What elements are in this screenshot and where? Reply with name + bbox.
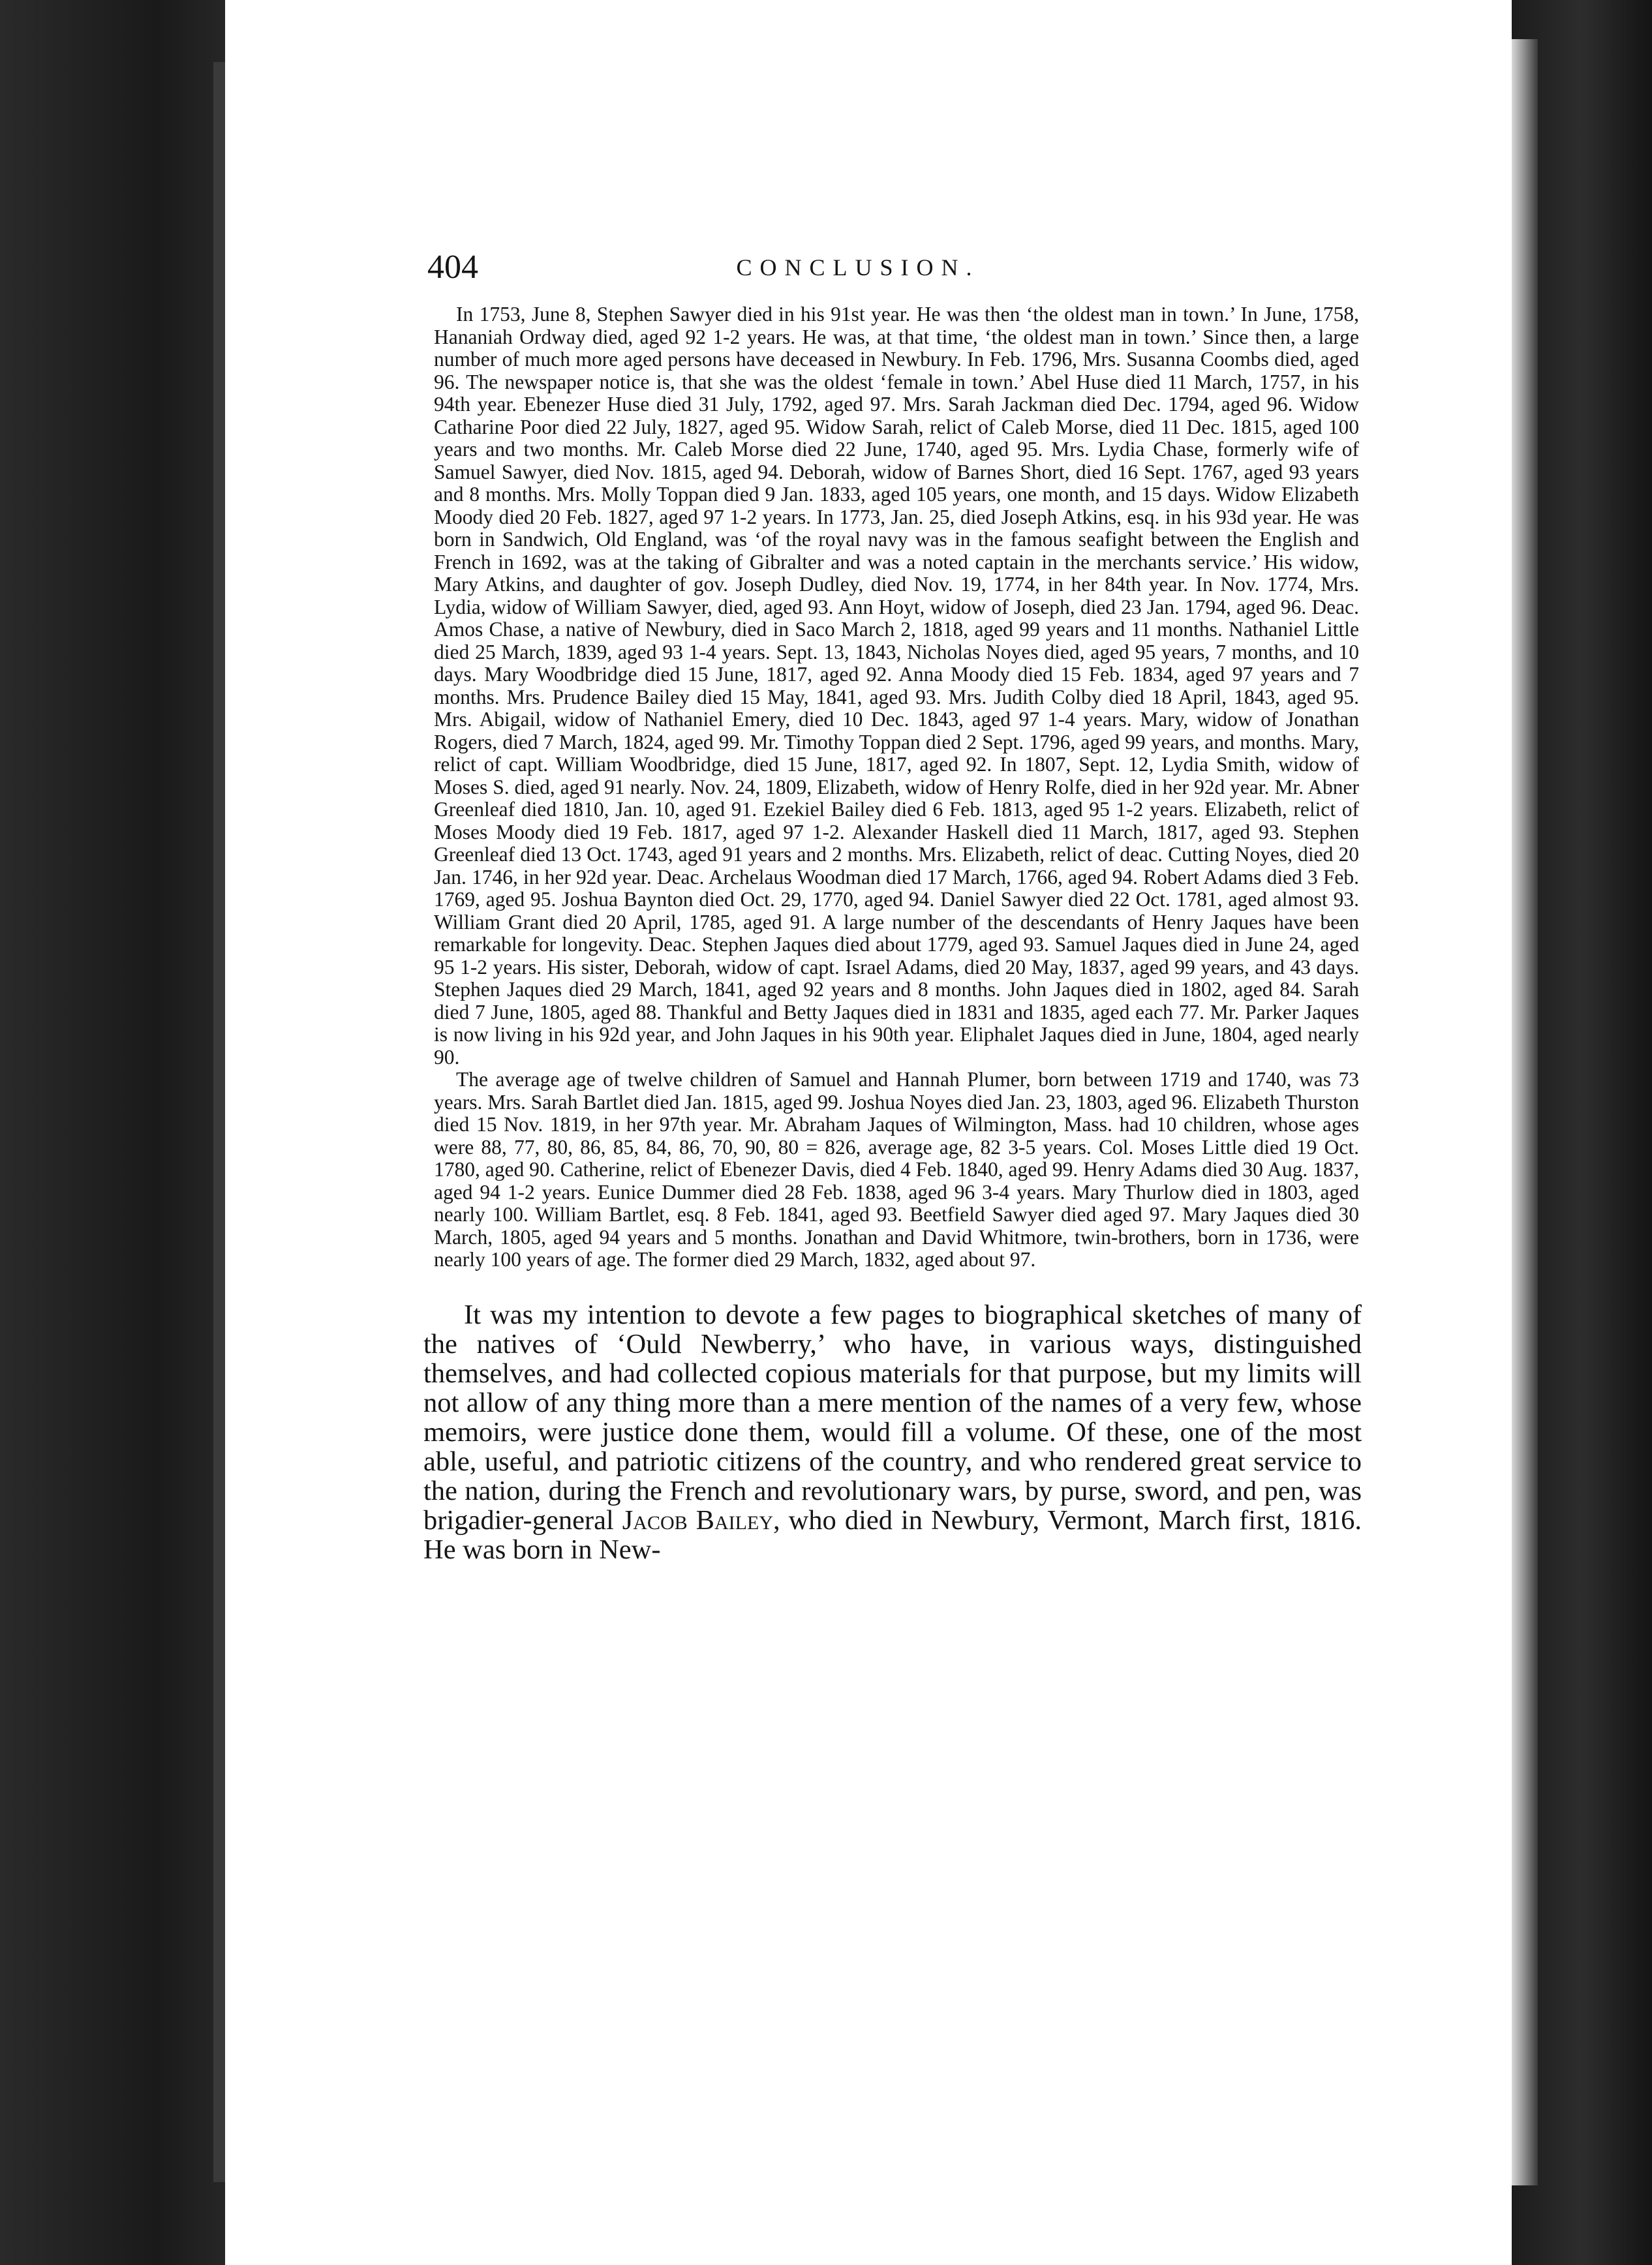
person-name: Jacob Bailey <box>622 1504 773 1536</box>
biographical-text-start: It was my intention to devote a few pages to biographical sketches of many of the natives of ‘Ould Newberry,’ who have, in various ways, distinguished themselves, and had collected copious materials for that purpose, but my limits will not allow of any thing more than a mere mention of the names of a very few, whose memoirs, were justice done them, would fill a volume. Of these, one of the most able, useful, and patriotic citizens of the country, and who rendered great service to the nation, during the French and revolutionary wars, by purse, sword, and pen, was brigadier-general <box>423 1299 1362 1536</box>
average-age-paragraph: The average age of twelve children of Samuel and Hannah Plumer, born between 1719 and 1740, was 73 years. Mrs. Sarah Bartlet died Jan. 1815, aged 99. Joshua Noyes died Jan. 23, 1803, aged 96. Elizabeth Thurston died 15 Nov. 1819, in her 97th year. Mr. Abraham Jaques of Wilmington, Mass. had 10 children, whose ages were 88, 77, 80, 86, 85, 84, 86, 70, 90, 80 = 826, average age, 82 3-5 years. Col. Moses Little died 19 Oct. 1780, aged 90. Catherine, relict of Ebenezer Davis, died 4 Feb. 1840, aged 99. Henry Adams died 30 Aug. 1837, aged 94 1-2 years. Eunice Dummer died 28 Feb. 1838, aged 96 3-4 years. Mary Thurlow died in 1803, aged nearly 100. William Bartlet, esq. 8 Feb. 1841, aged 93. Beetfield Sawyer died aged 97. Mary Jaques died 30 March, 1805, aged 94 years and 5 months. Jonathan and David Whitmore, twin-brothers, born in 1736, were nearly 100 years of age. The former died 29 March, 1832, aged about 97. <box>434 1068 1359 1271</box>
book-edge-left <box>0 0 225 2265</box>
biographical-paragraph <box>423 1300 1362 1564</box>
book-page <box>225 62 1512 2182</box>
running-head: CONCLUSION. <box>736 254 980 281</box>
biographical-text-end: , who died in Newbury, Vermont, March first, 1816. He was born in New- <box>423 1504 1362 1565</box>
book-spine-right <box>1512 0 1652 2265</box>
page-header <box>427 245 1289 290</box>
longevity-paragraph: In 1753, June 8, Stephen Sawyer died in his 91st year. He was then ‘the oldest man in town.’ In June, 1758, Hananiah Ordway died, aged 92 1-2 years. He was, at that time, ‘the oldest man in town.’ Since then, a large number of much more aged persons have deceased in Newbury. In Feb. 1796, Mrs. Susanna Coombs died, aged 96. The newspaper notice is, that she was the oldest ‘female in town.’ Abel Huse died 11 March, 1757, in his 94th year. Ebenezer Huse died 31 July, 1792, aged 97. Mrs. Sarah Jackman died Dec. 1794, aged 96. Widow Catharine Poor died 22 July, 1827, aged 95. Widow Sarah, relict of Caleb Morse, died 11 Dec. 1815, aged 100 years and two months. Mr. Caleb Morse died 22 June, 1740, aged 95. Mrs. Lydia Chase, formerly wife of Samuel Sawyer, died Nov. 1815, aged 94. Deborah, widow of Barnes Short, died 16 Sept. 1767, aged 93 years and 8 months. Mrs. Molly Toppan died 9 Jan. 1833, aged 105 years, one month, and 15 days. Widow Elizabeth Moody died 20 Feb. 1827, aged 97 1-2 years. In 1773, Jan. 25, died Joseph Atkins, esq. in his 93d year. He was born in Sandwich, Old England, was ‘of the royal navy was in the famous seafight between the English and French in 1692, was at the taking of Gibralter and was a noted captain in the merchants service.’ His widow, Mary Atkins, and daughter of gov. Joseph Dudley, died Nov. 19, 1774, in her 84th year. In Nov. 1774, Mrs. Lydia, widow of William Sawyer, died, aged 93. Ann Hoyt, widow of Joseph, died 23 Jan. 1794, aged 96. Deac. Amos Chase, a native of Newbury, died in Saco March 2, 1818, aged 99 years and 11 months. Nathaniel Little died 25 March, 1839, aged 93 1-4 years. Sept. 13, 1843, Nicholas Noyes died, aged 95 years, 7 months, and 10 days. Mary Woodbridge died 15 June, 1817, aged 92. Anna Moody died 15 Feb. 1834, aged 97 years and 7 months. Mrs. Prudence Bailey died 15 May, 1841, aged 93. Mrs. Judith Colby died 18 April, 1843, aged 95. Mrs. Abigail, widow of Nathaniel Emery, died 10 Dec. 1843, aged 97 1-4 years. Mary, widow of Jonathan Rogers, died 7 March, 1824, aged 99. Mr. Timothy Toppan died 2 Sept. 1796, aged 99 years, and months. Mary, relict of capt. William Woodbridge, died 15 June, 1817, aged 92. In 1807, Sept. 12, Lydia Smith, widow of Moses S. died, aged 91 nearly. Nov. 24, 1809, Elizabeth, widow of Henry Rolfe, died in her 92d year. Mr. Abner Greenleaf died 1810, Jan. 10, aged 91. Ezekiel Bailey died 6 Feb. 1813, aged 95 1-2 years. Elizabeth, relict of Moses Moody died 19 Feb. 1817, aged 97 1-2. Alexander Haskell died 11 March, 1817, aged 93. Stephen Greenleaf died 13 Oct. 1743, aged 91 years and 2 months. Mrs. Elizabeth, relict of deac. Cutting Noyes, died 20 Jan. 1746, in her 92d year. Deac. Archelaus Woodman died 17 March, 1766, aged 94. Robert Adams died 3 Feb. 1769, aged 95. Joshua Baynton died Oct. 29, 1770, aged 94. Daniel Sawyer died 22 Oct. 1781, aged almost 93. William Grant died 20 April, 1785, aged 91. A large number of the descendants of Henry Jaques have been remarkable for longevity. Deac. Stephen Jaques died about 1779, aged 93. Samuel Jaques died in June 24, aged 95 1-2 years. His sister, Deborah, widow of capt. Israel Adams, died 20 May, 1837, aged 99 years, and 43 days. Stephen Jaques died 29 March, 1841, aged 92 years and 8 months. John Jaques died in 1802, aged 84. Sarah died 7 June, 1805, aged 88. Thankful and Betty Jaques died in 1831 and 1835, aged each 77. Mr. Parker Jaques is now living in his 92d year, and John Jaques in his 90th year. Eliphalet Jaques died in June, 1804, aged nearly 90. <box>434 303 1359 1069</box>
page-number: 404 <box>427 249 478 286</box>
body-text <box>423 303 1362 1565</box>
